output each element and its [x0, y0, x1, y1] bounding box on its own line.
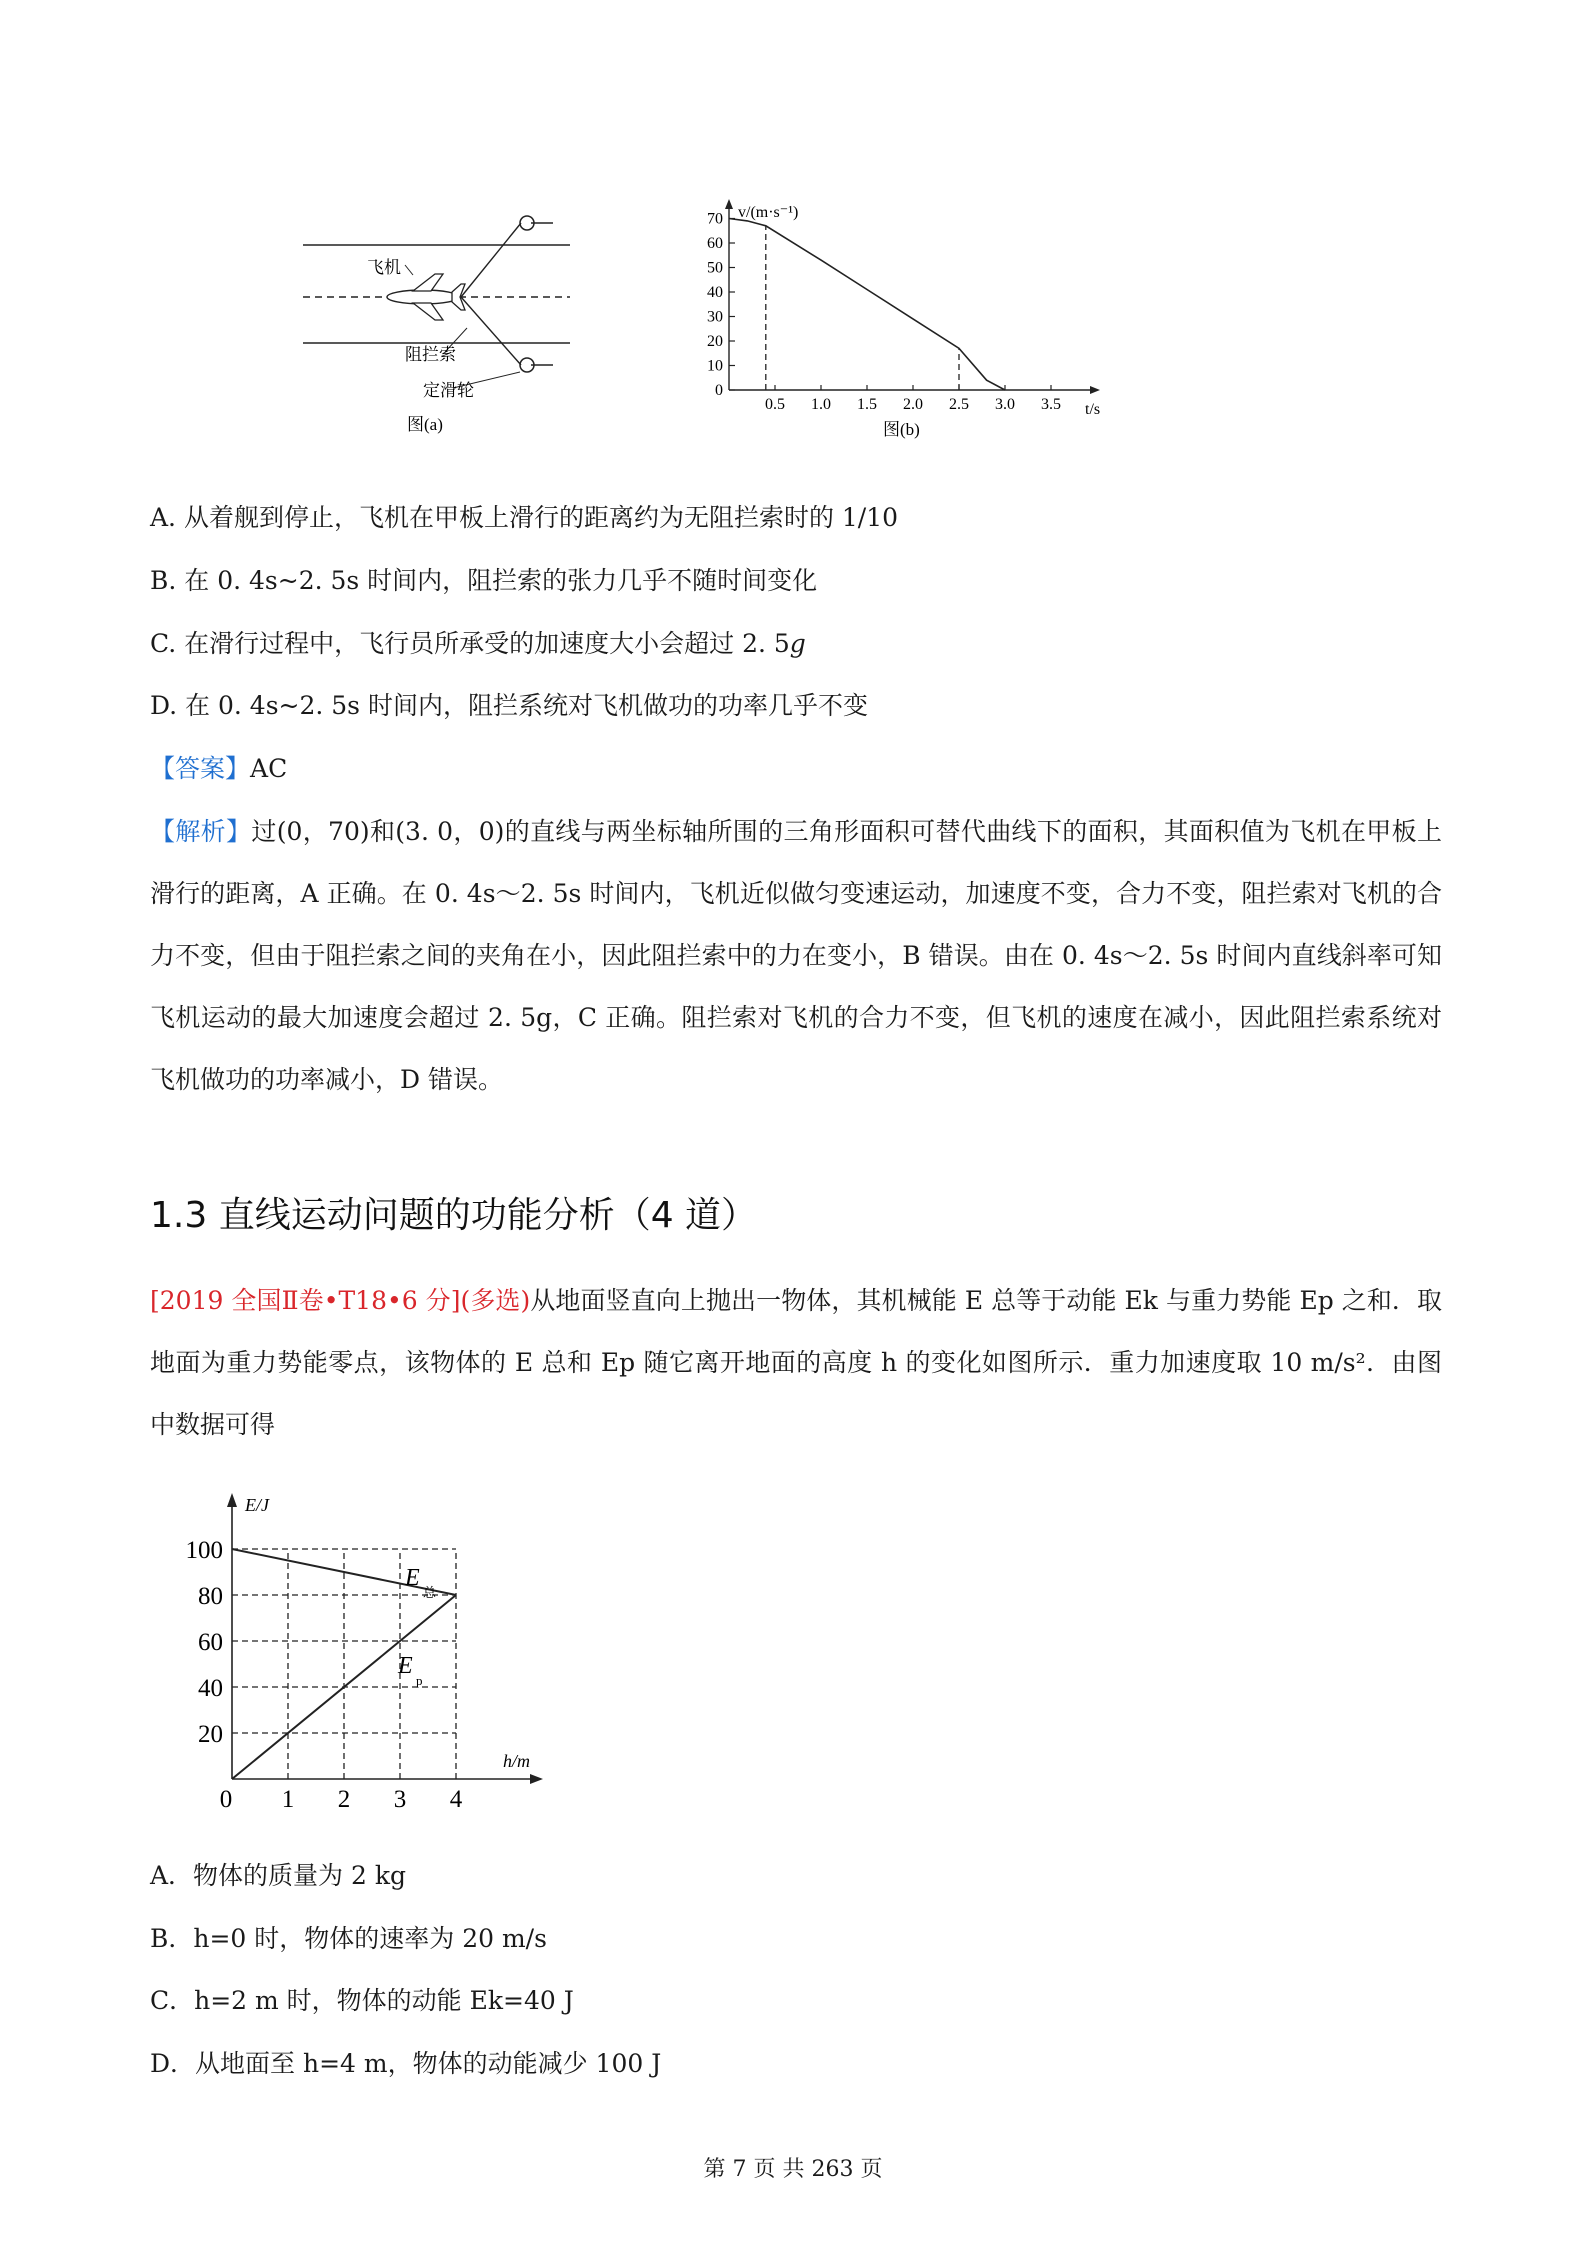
q2-option-c: C．h=2 m 时，物体的动能 Ek=40 J — [150, 1986, 574, 2015]
x-tick-label: 1 — [281, 1786, 295, 1813]
x-tick-label: 1.0 — [811, 396, 831, 413]
q2-tag: (多选) — [460, 1286, 531, 1315]
x-axis-label: t/s — [1085, 401, 1101, 418]
figure-a-caption: 图(a) — [407, 415, 443, 434]
q2-option-b: B．h=0 时，物体的速率为 20 m/s — [150, 1924, 547, 1953]
y-tick-label: 60 — [707, 235, 723, 252]
y-tick-label: 0 — [715, 382, 723, 399]
x-tick-label: 0 — [219, 1786, 233, 1813]
q1-option-a: A. 从着舰到停止，飞机在甲板上滑行的距离约为无阻拦索时的 1/10 — [150, 503, 899, 532]
answer-tag: 【答案】 — [150, 754, 251, 783]
answer-line — [150, 751, 287, 787]
analysis-paragraph — [150, 801, 1442, 1111]
q1-option-b: B. 在 0. 4s~2. 5s 时间内，阻拦索的张力几乎不随时间变化 — [150, 566, 818, 595]
figure-b-caption: 图(b) — [883, 420, 920, 439]
label-cable: 阻拦索 — [405, 345, 456, 364]
x-tick-label: 2 — [337, 1786, 351, 1813]
y-axis-label: v/(m·s⁻¹) — [738, 204, 799, 221]
x-axis-label-h: h/m — [503, 1751, 530, 1771]
y-tick-label: 20 — [707, 333, 723, 350]
x-tick-label: 2.0 — [903, 396, 923, 413]
x-tick-label: 3 — [393, 1786, 407, 1813]
answer-value: AC — [250, 754, 288, 783]
figure-a — [295, 200, 595, 450]
label-e-total: E — [405, 1565, 420, 1591]
y-tick-label: 20 — [198, 1721, 223, 1748]
y-tick-label: 40 — [198, 1675, 223, 1702]
x-tick-label: 4 — [449, 1786, 463, 1813]
q2-source: [2019 全国Ⅱ卷•T18•6 分] — [150, 1286, 461, 1315]
section-heading: 1.3 直线运动问题的功能分析（4 道） — [150, 1195, 758, 1236]
y-tick-label: 50 — [707, 259, 723, 277]
x-tick-label: 1.5 — [857, 396, 877, 413]
y-tick-label: 60 — [198, 1629, 223, 1656]
velocity-time-chart — [680, 195, 1120, 445]
y-tick-label: 40 — [707, 284, 723, 301]
label-e-p-sub: p — [416, 1673, 423, 1688]
y-tick-label: 100 — [185, 1537, 223, 1564]
q2-option-a: A．物体的质量为 2 kg — [150, 1861, 407, 1890]
x-tick-label: 2.5 — [949, 396, 969, 413]
analysis-tag: 【解析】 — [150, 817, 252, 846]
plane-icon — [387, 274, 465, 320]
page-footer: 第 7 页 共 263 页 — [703, 2157, 883, 2182]
y-tick-label: 10 — [707, 357, 723, 375]
x-tick-label: 3.0 — [995, 396, 1015, 413]
y-tick-label: 80 — [198, 1583, 223, 1610]
analysis-text: 过(0，70)和(3. 0，0)的直线与两坐标轴所围的三角形面积可替代曲线下的面积，其面积值为飞机在甲板上滑行的距离，A 正确。在 0. 4s～2. 5s 时间内，飞机近似做匀变速运动，加速度不变，合力不变，阻拦索对飞机的合力不变，但由于阻拦索之间的夹角在小，因此阻拦索中的力在变小，B 错误。由在 0. 4s～2. 5s 时间内直线斜率可知飞机运动的最大加速度会超过 2. 5g，C 正确。阻拦索对飞机的合力不变，但飞机的速度在减小，因此阻拦索系统对飞机做功的功率减小，D 错误。 — [150, 817, 1442, 1094]
velocity-curve — [729, 219, 1005, 391]
q1-option-d: D. 在 0. 4s~2. 5s 时间内，阻拦系统对飞机做功的功率几乎不变 — [150, 691, 868, 720]
label-plane: 飞机 — [367, 258, 401, 277]
x-tick-label: 0.5 — [765, 396, 785, 413]
x-tick-label: 3.5 — [1041, 396, 1061, 413]
q2-option-d: D．从地面至 h=4 m，物体的动能减少 100 J — [150, 2049, 662, 2078]
q2-stem — [150, 1270, 1442, 1456]
q1-option-c: C. 在滑行过程中，飞行员所承受的加速度大小会超过 2. 5g — [150, 629, 806, 658]
label-e-total-sub: 总 — [423, 1585, 437, 1600]
y-tick-label: 70 — [707, 210, 723, 228]
y-axis-label-e: E/J — [245, 1495, 269, 1515]
q2-stem-text: 从地面竖直向上抛出一物体，其机械能 E 总等于动能 Ek 与重力势能 Ep 之和．取地面为重力势能零点，该物体的 E 总和 Ep 随它离开地面的高度 h 的变化如图所示．重力加速度取 10 m/s²．由图中数据可得 — [150, 1286, 1442, 1439]
energy-height-chart — [165, 1485, 565, 1815]
label-pulley: 定滑轮 — [423, 381, 474, 400]
label-e-p: E — [398, 1653, 413, 1679]
y-tick-label: 30 — [707, 308, 723, 326]
